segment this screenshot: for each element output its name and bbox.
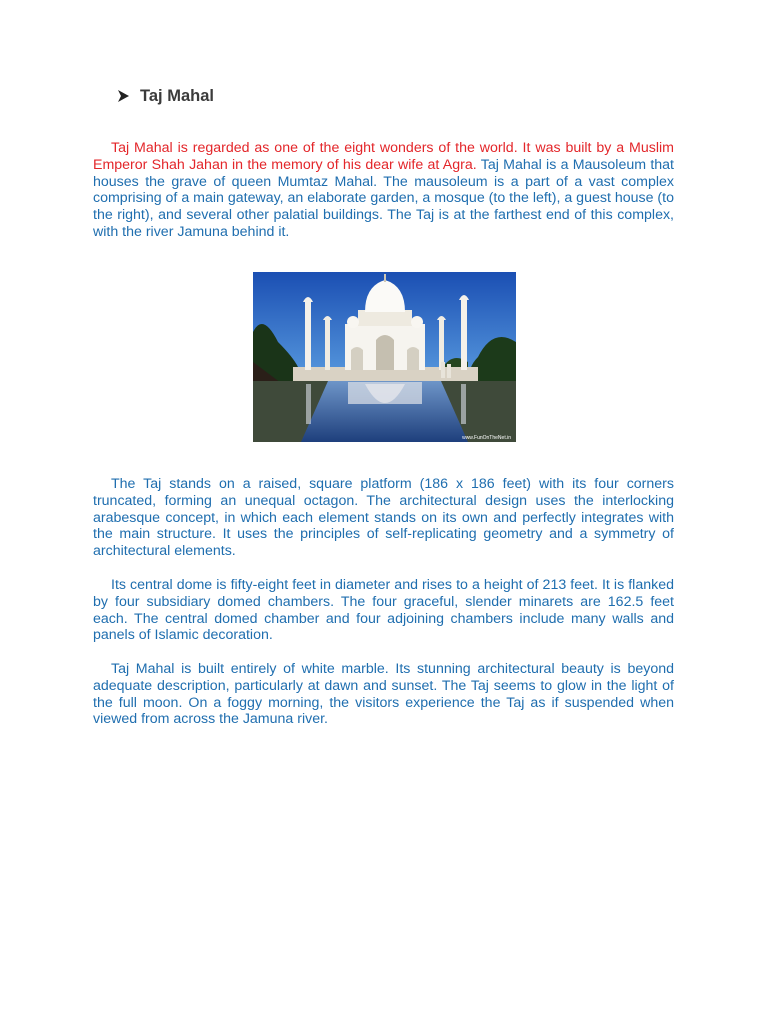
platform-paragraph: The Taj stands on a raised, square platform (186 x 186 feet) with its four corners truncated, forming an unequal octagon. The architectural design uses the interlocking arabesque concept, in which each element stands on its own and perfectly integrates with the main structure. It uses the principles of self-replicating geometry and a symmetry of architectural elements. <box>93 476 674 560</box>
dome-paragraph: Its central dome is fifty-eight feet in diameter and rises to a height of 213 feet. It is flanked by four subsidiary domed chambers. The four graceful, slender minarets are 162.5 feet each. The central domed chamber and four adjoining chambers include many walls and panels of Islamic decoration. <box>93 577 674 644</box>
marble-paragraph: Taj Mahal is built entirely of white marble. Its stunning architectural beauty is beyond adequate description, particularly at dawn and sunset. The Taj seems to glow in the light of the full moon. On a foggy morning, the visitors experience the Taj as if suspended when viewed from across the Jamuna river. <box>93 661 674 728</box>
intro-sentence-body: Taj Mahal is a Mausoleum that houses the grave of queen Mumtaz Mahal. The mausoleum is a part of a vast complex comprising of a main gateway, an elaborate garden, a mosque (to the left), a guest house (to the right), and several other palatial buildings. The Taj is at the farthest end of this complex, with the river Jamuna behind it. <box>93 156 674 240</box>
intro-sentence-highlight: Taj Mahal is regarded as one of the eight wonders of the world. It was built by a Muslim Emperor Shah Jahan in the memory of his dear wife at Agra. <box>93 140 674 173</box>
taj-mahal-photo <box>253 272 516 442</box>
section-heading <box>116 86 214 106</box>
arrowhead-bullet-icon <box>116 89 132 103</box>
photo-watermark: www.FunOnTheNet.in <box>462 435 511 441</box>
page-title: Taj Mahal <box>140 87 214 105</box>
intro-paragraph <box>93 140 674 241</box>
